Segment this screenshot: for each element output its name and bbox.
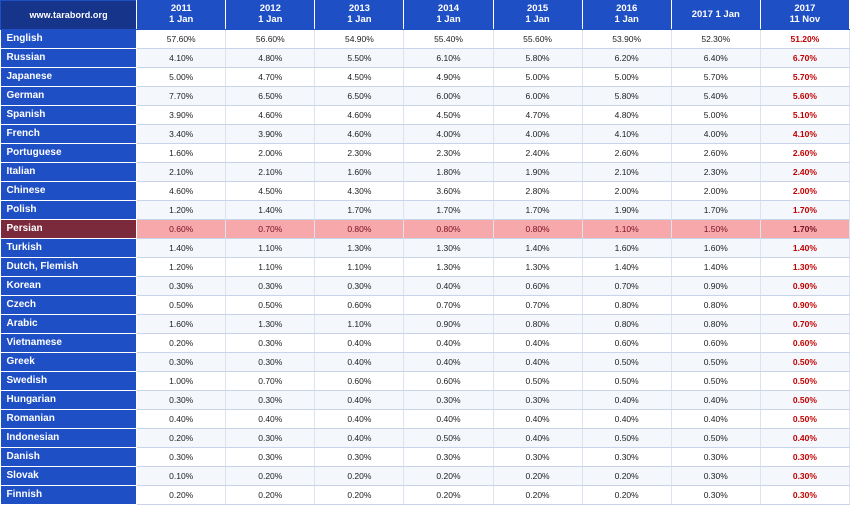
value-cell: 5.50% — [315, 49, 404, 68]
language-name-cell: Russian — [1, 49, 137, 68]
value-cell: 4.70% — [493, 106, 582, 125]
table-row — [1, 486, 850, 505]
value-cell: 0.30% — [226, 448, 315, 467]
value-cell: 0.20% — [226, 467, 315, 486]
table-row — [1, 163, 850, 182]
value-cell: 4.30% — [315, 182, 404, 201]
value-cell: 0.70% — [760, 315, 849, 334]
column-header-8 — [760, 1, 849, 30]
value-cell: 4.70% — [226, 68, 315, 87]
column-header-year: 2011 — [170, 3, 192, 15]
value-cell: 0.40% — [493, 334, 582, 353]
language-name-cell: Dutch, Flemish — [1, 258, 137, 277]
column-header-year: 2015 — [527, 3, 549, 15]
column-header-7 — [671, 1, 760, 30]
value-cell: 2.80% — [493, 182, 582, 201]
language-name-cell: Portuguese — [1, 144, 137, 163]
value-cell: 0.40% — [137, 410, 226, 429]
value-cell: 1.30% — [404, 258, 493, 277]
table-row — [1, 391, 850, 410]
language-name-cell: Turkish — [1, 239, 137, 258]
value-cell: 1.70% — [760, 201, 849, 220]
value-cell: 2.10% — [582, 163, 671, 182]
value-cell: 0.50% — [760, 372, 849, 391]
table-row — [1, 353, 850, 372]
value-cell: 4.80% — [582, 106, 671, 125]
column-header-year: 2014 — [437, 3, 460, 15]
value-cell: 5.80% — [582, 87, 671, 106]
value-cell: 3.90% — [137, 106, 226, 125]
column-header-year: 2017 1 Jan — [691, 8, 740, 20]
language-name-cell: German — [1, 87, 137, 106]
value-cell: 2.10% — [137, 163, 226, 182]
value-cell: 0.30% — [671, 486, 760, 505]
header-row — [1, 1, 850, 30]
table-row — [1, 68, 850, 87]
value-cell: 1.70% — [493, 201, 582, 220]
value-cell: 0.60% — [493, 277, 582, 296]
value-cell: 0.30% — [493, 448, 582, 467]
value-cell: 1.40% — [582, 258, 671, 277]
value-cell: 2.60% — [671, 144, 760, 163]
value-cell: 0.30% — [137, 448, 226, 467]
value-cell: 1.10% — [226, 239, 315, 258]
value-cell: 4.00% — [671, 125, 760, 144]
table-row — [1, 239, 850, 258]
value-cell: 1.20% — [137, 258, 226, 277]
value-cell: 0.20% — [404, 467, 493, 486]
table-row — [1, 315, 850, 334]
value-cell: 0.30% — [760, 486, 849, 505]
value-cell: 6.40% — [671, 49, 760, 68]
value-cell: 0.40% — [315, 353, 404, 372]
value-cell: 55.60% — [493, 30, 582, 49]
language-name-cell: Slovak — [1, 467, 137, 486]
value-cell: 57.60% — [137, 30, 226, 49]
value-cell: 0.50% — [493, 372, 582, 391]
value-cell: 0.70% — [582, 277, 671, 296]
column-header-year: 2013 — [348, 3, 370, 15]
value-cell: 4.50% — [315, 68, 404, 87]
value-cell: 0.30% — [671, 448, 760, 467]
table-row — [1, 182, 850, 201]
value-cell: 0.50% — [671, 353, 760, 372]
value-cell: 5.40% — [671, 87, 760, 106]
table-row — [1, 144, 850, 163]
value-cell: 1.50% — [671, 220, 760, 239]
value-cell: 1.40% — [493, 239, 582, 258]
table-row — [1, 30, 850, 49]
column-header-date: 1 Jan — [347, 14, 372, 25]
column-header-2 — [226, 1, 315, 30]
value-cell: 1.60% — [582, 239, 671, 258]
value-cell: 1.60% — [137, 144, 226, 163]
language-name-cell: Spanish — [1, 106, 137, 125]
language-name-cell: Polish — [1, 201, 137, 220]
value-cell: 0.40% — [404, 277, 493, 296]
value-cell: 4.50% — [404, 106, 493, 125]
value-cell: 3.60% — [404, 182, 493, 201]
value-cell: 1.40% — [226, 201, 315, 220]
column-header-4 — [404, 1, 493, 30]
value-cell: 1.30% — [404, 239, 493, 258]
value-cell: 4.00% — [493, 125, 582, 144]
value-cell: 1.70% — [760, 220, 849, 239]
value-cell: 6.00% — [493, 87, 582, 106]
value-cell: 2.60% — [760, 144, 849, 163]
value-cell: 0.50% — [671, 372, 760, 391]
table-row — [1, 277, 850, 296]
value-cell: 5.00% — [671, 106, 760, 125]
value-cell: 4.10% — [137, 49, 226, 68]
language-name-cell: Greek — [1, 353, 137, 372]
value-cell: 1.30% — [493, 258, 582, 277]
value-cell: 0.20% — [137, 334, 226, 353]
column-header-6 — [582, 1, 671, 30]
value-cell: 0.30% — [226, 429, 315, 448]
value-cell: 0.20% — [137, 429, 226, 448]
value-cell: 0.30% — [137, 391, 226, 410]
value-cell: 0.40% — [493, 353, 582, 372]
value-cell: 4.60% — [315, 125, 404, 144]
value-cell: 0.80% — [315, 220, 404, 239]
language-name-cell: English — [1, 30, 137, 49]
value-cell: 0.50% — [760, 391, 849, 410]
value-cell: 4.80% — [226, 49, 315, 68]
value-cell: 0.10% — [137, 467, 226, 486]
language-name-cell: Swedish — [1, 372, 137, 391]
language-name-cell: Italian — [1, 163, 137, 182]
value-cell: 0.20% — [404, 486, 493, 505]
value-cell: 2.30% — [404, 144, 493, 163]
value-cell: 0.80% — [582, 315, 671, 334]
table-row — [1, 410, 850, 429]
table-row — [1, 106, 850, 125]
table-header — [1, 1, 850, 30]
value-cell: 2.00% — [760, 182, 849, 201]
value-cell: 0.40% — [493, 429, 582, 448]
value-cell: 0.40% — [404, 410, 493, 429]
value-cell: 0.20% — [315, 486, 404, 505]
value-cell: 0.40% — [315, 410, 404, 429]
value-cell: 55.40% — [404, 30, 493, 49]
value-cell: 0.30% — [315, 277, 404, 296]
value-cell: 0.30% — [137, 353, 226, 372]
value-cell: 0.50% — [137, 296, 226, 315]
value-cell: 1.70% — [671, 201, 760, 220]
value-cell: 0.60% — [315, 296, 404, 315]
value-cell: 2.40% — [760, 163, 849, 182]
value-cell: 0.30% — [404, 391, 493, 410]
value-cell: 0.80% — [671, 296, 760, 315]
value-cell: 1.70% — [315, 201, 404, 220]
value-cell: 0.50% — [582, 372, 671, 391]
value-cell: 0.60% — [404, 372, 493, 391]
value-cell: 0.30% — [226, 353, 315, 372]
value-cell: 0.20% — [582, 486, 671, 505]
value-cell: 4.90% — [404, 68, 493, 87]
value-cell: 0.40% — [582, 410, 671, 429]
language-name-cell: Danish — [1, 448, 137, 467]
language-name-cell: Hungarian — [1, 391, 137, 410]
value-cell: 0.30% — [760, 448, 849, 467]
value-cell: 0.80% — [404, 220, 493, 239]
value-cell: 0.20% — [582, 467, 671, 486]
value-cell: 0.40% — [315, 334, 404, 353]
value-cell: 5.60% — [760, 87, 849, 106]
column-header-year: 2017 — [794, 3, 816, 15]
value-cell: 2.40% — [493, 144, 582, 163]
value-cell: 0.30% — [315, 448, 404, 467]
value-cell: 4.10% — [582, 125, 671, 144]
value-cell: 0.40% — [671, 410, 760, 429]
value-cell: 4.60% — [137, 182, 226, 201]
value-cell: 0.40% — [582, 391, 671, 410]
value-cell: 0.30% — [226, 391, 315, 410]
table-row — [1, 125, 850, 144]
value-cell: 2.00% — [582, 182, 671, 201]
value-cell: 4.60% — [315, 106, 404, 125]
value-cell: 54.90% — [315, 30, 404, 49]
value-cell: 1.20% — [137, 201, 226, 220]
value-cell: 0.60% — [671, 334, 760, 353]
language-name-cell: Chinese — [1, 182, 137, 201]
value-cell: 1.40% — [760, 239, 849, 258]
value-cell: 0.40% — [315, 391, 404, 410]
value-cell: 0.90% — [404, 315, 493, 334]
value-cell: 0.50% — [582, 353, 671, 372]
value-cell: 0.40% — [493, 410, 582, 429]
value-cell: 0.90% — [760, 296, 849, 315]
value-cell: 0.70% — [493, 296, 582, 315]
column-header-1 — [137, 1, 226, 30]
value-cell: 4.00% — [404, 125, 493, 144]
value-cell: 1.00% — [137, 372, 226, 391]
value-cell: 0.40% — [226, 410, 315, 429]
value-cell: 56.60% — [226, 30, 315, 49]
language-name-cell: Finnish — [1, 486, 137, 505]
value-cell: 5.00% — [137, 68, 226, 87]
value-cell: 0.50% — [760, 410, 849, 429]
value-cell: 5.00% — [582, 68, 671, 87]
value-cell: 0.30% — [137, 277, 226, 296]
value-cell: 0.70% — [226, 372, 315, 391]
value-cell: 0.90% — [671, 277, 760, 296]
value-cell: 5.70% — [760, 68, 849, 87]
value-cell: 5.70% — [671, 68, 760, 87]
value-cell: 1.10% — [315, 315, 404, 334]
value-cell: 0.30% — [226, 334, 315, 353]
value-cell: 1.30% — [760, 258, 849, 277]
value-cell: 6.20% — [582, 49, 671, 68]
value-cell: 0.80% — [671, 315, 760, 334]
column-header-3 — [315, 1, 404, 30]
value-cell: 0.20% — [315, 467, 404, 486]
value-cell: 0.30% — [671, 467, 760, 486]
value-cell: 0.20% — [137, 486, 226, 505]
value-cell: 0.30% — [404, 448, 493, 467]
value-cell: 4.50% — [226, 182, 315, 201]
value-cell: 1.10% — [582, 220, 671, 239]
value-cell: 2.30% — [671, 163, 760, 182]
value-cell: 2.10% — [226, 163, 315, 182]
language-name-cell: Romanian — [1, 410, 137, 429]
value-cell: 0.60% — [760, 334, 849, 353]
value-cell: 1.10% — [315, 258, 404, 277]
value-cell: 0.30% — [493, 391, 582, 410]
value-cell: 0.40% — [404, 334, 493, 353]
value-cell: 1.40% — [671, 258, 760, 277]
value-cell: 0.40% — [760, 429, 849, 448]
table-row — [1, 334, 850, 353]
value-cell: 2.30% — [315, 144, 404, 163]
value-cell: 2.60% — [582, 144, 671, 163]
value-cell: 1.40% — [137, 239, 226, 258]
table-row — [1, 201, 850, 220]
column-header-date: 1 Jan — [614, 14, 639, 25]
value-cell: 1.70% — [404, 201, 493, 220]
table-row — [1, 429, 850, 448]
language-name-cell: Indonesian — [1, 429, 137, 448]
value-cell: 4.60% — [226, 106, 315, 125]
value-cell: 1.60% — [137, 315, 226, 334]
column-header-5 — [493, 1, 582, 30]
value-cell: 2.00% — [226, 144, 315, 163]
column-header-year: 2012 — [259, 3, 281, 15]
value-cell: 1.90% — [493, 163, 582, 182]
value-cell: 0.50% — [760, 353, 849, 372]
value-cell: 4.10% — [760, 125, 849, 144]
table-row — [1, 220, 850, 239]
value-cell: 0.20% — [226, 486, 315, 505]
table-row — [1, 87, 850, 106]
language-name-cell: Japanese — [1, 68, 137, 87]
value-cell: 1.30% — [315, 239, 404, 258]
value-cell: 0.80% — [493, 220, 582, 239]
value-cell: 1.90% — [582, 201, 671, 220]
value-cell: 5.00% — [493, 68, 582, 87]
table-row — [1, 372, 850, 391]
value-cell: 0.40% — [315, 429, 404, 448]
language-name-cell: French — [1, 125, 137, 144]
column-header-year: 2016 — [616, 3, 638, 15]
value-cell: 0.50% — [671, 429, 760, 448]
value-cell: 6.50% — [226, 87, 315, 106]
language-name-cell: Arabic — [1, 315, 137, 334]
column-header-date: 1 Jan — [258, 14, 283, 25]
language-name-cell: Vietnamese — [1, 334, 137, 353]
site-label: www.tarabord.org — [1, 1, 137, 30]
value-cell: 3.40% — [137, 125, 226, 144]
value-cell: 1.60% — [671, 239, 760, 258]
table-row — [1, 467, 850, 486]
value-cell: 6.00% — [404, 87, 493, 106]
value-cell: 0.50% — [582, 429, 671, 448]
value-cell: 52.30% — [671, 30, 760, 49]
value-cell: 0.80% — [582, 296, 671, 315]
column-header-date: 11 Nov — [789, 14, 821, 25]
value-cell: 6.70% — [760, 49, 849, 68]
value-cell: 5.10% — [760, 106, 849, 125]
value-cell: 0.40% — [404, 353, 493, 372]
value-cell: 2.00% — [671, 182, 760, 201]
table-row — [1, 258, 850, 277]
value-cell: 1.60% — [315, 163, 404, 182]
value-cell: 7.70% — [137, 87, 226, 106]
language-name-cell: Persian — [1, 220, 137, 239]
value-cell: 0.50% — [404, 429, 493, 448]
table-body — [1, 30, 850, 505]
value-cell: 0.70% — [226, 220, 315, 239]
table-row — [1, 296, 850, 315]
value-cell: 0.60% — [315, 372, 404, 391]
column-header-date: 1 Jan — [525, 14, 550, 25]
table-row — [1, 49, 850, 68]
value-cell: 0.90% — [760, 277, 849, 296]
value-cell: 6.10% — [404, 49, 493, 68]
value-cell: 0.30% — [582, 448, 671, 467]
value-cell: 1.30% — [226, 315, 315, 334]
table-row — [1, 448, 850, 467]
column-header-date: 1 Jan — [436, 14, 461, 25]
value-cell: 3.90% — [226, 125, 315, 144]
value-cell: 0.80% — [493, 315, 582, 334]
value-cell: 0.50% — [226, 296, 315, 315]
language-name-cell: Czech — [1, 296, 137, 315]
column-header-date: 1 Jan — [169, 14, 194, 25]
value-cell: 5.80% — [493, 49, 582, 68]
value-cell: 0.40% — [671, 391, 760, 410]
language-name-cell: Korean — [1, 277, 137, 296]
value-cell: 0.20% — [493, 467, 582, 486]
value-cell: 51.20% — [760, 30, 849, 49]
value-cell: 0.20% — [493, 486, 582, 505]
value-cell: 0.30% — [226, 277, 315, 296]
value-cell: 0.30% — [760, 467, 849, 486]
value-cell: 53.90% — [582, 30, 671, 49]
value-cell: 1.80% — [404, 163, 493, 182]
value-cell: 1.10% — [226, 258, 315, 277]
value-cell: 0.60% — [137, 220, 226, 239]
value-cell: 0.70% — [404, 296, 493, 315]
value-cell: 6.50% — [315, 87, 404, 106]
value-cell: 0.60% — [582, 334, 671, 353]
